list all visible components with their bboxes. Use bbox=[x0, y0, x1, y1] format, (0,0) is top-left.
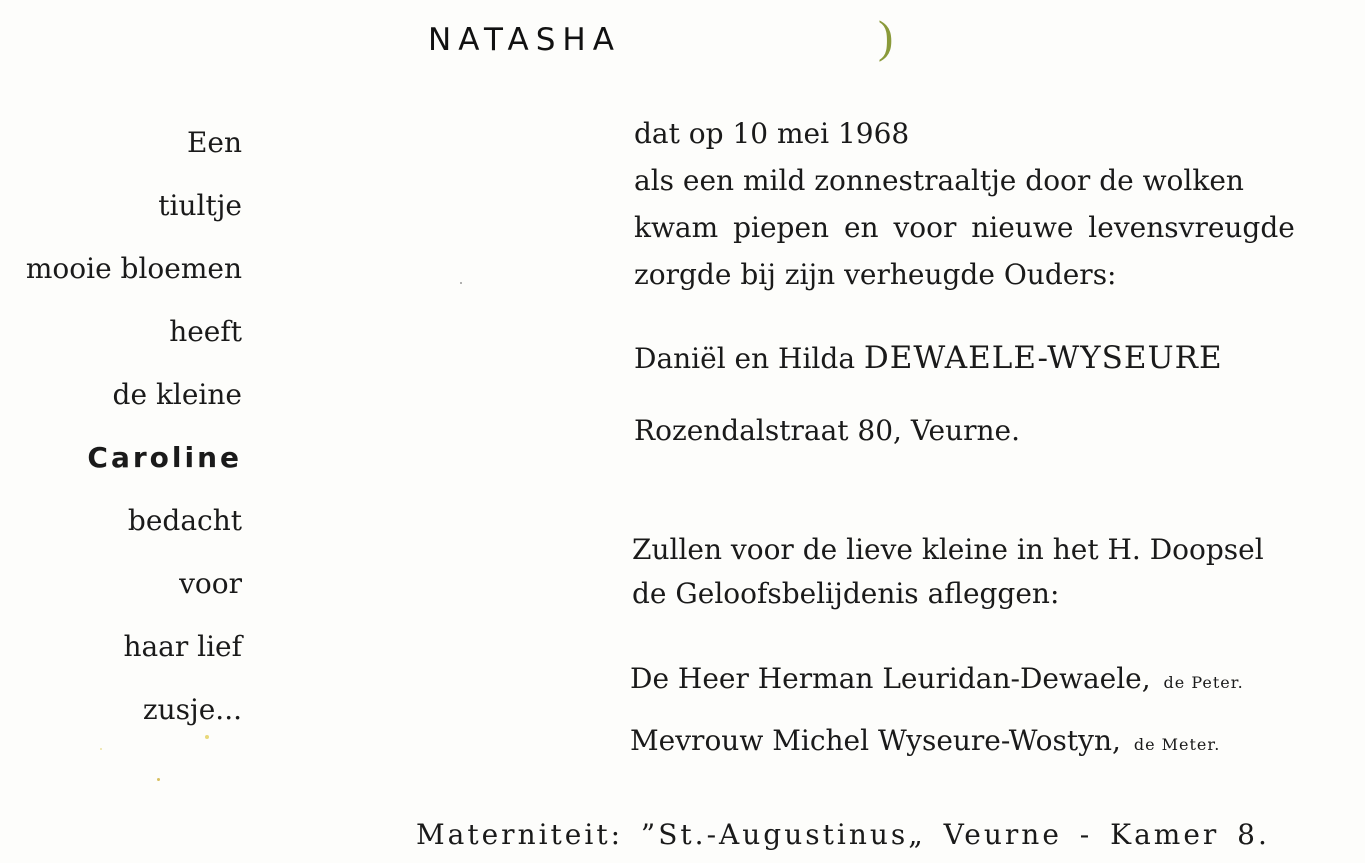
poem-line: voor bbox=[179, 567, 242, 600]
baptism-line: de Geloofsbelijdenis afleggen: bbox=[632, 577, 1060, 610]
poem-column bbox=[0, 126, 242, 756]
paper-speck bbox=[460, 282, 462, 284]
paper-speck bbox=[100, 748, 102, 750]
poem-line: tiultje bbox=[158, 189, 242, 222]
poem-line: haar lief bbox=[123, 630, 242, 663]
announcement-line: dat op 10 mei 1968 bbox=[634, 117, 910, 150]
poem-line: bedacht bbox=[127, 504, 242, 537]
decorative-mark: ) bbox=[878, 11, 894, 62]
poem-line: heeft bbox=[169, 315, 242, 348]
godfather-role: de Peter. bbox=[1163, 673, 1244, 692]
sibling-name: Caroline bbox=[87, 441, 242, 474]
parents-first-names: Daniël en Hilda bbox=[634, 342, 856, 375]
maternity-footer: Materniteit: ”St.-Augustinus„ Veurne - Kamer 8. bbox=[416, 818, 1270, 851]
announcement-line: zorgde bij zijn verheugde Ouders: bbox=[634, 258, 1117, 291]
godmother-role: de Meter. bbox=[1133, 735, 1221, 754]
announcement-text bbox=[634, 110, 1354, 298]
poem-line: de kleine bbox=[112, 378, 242, 411]
parents-surname: DEWAELE-WYSEURE bbox=[863, 340, 1223, 376]
godfather-line bbox=[630, 662, 1244, 695]
godmother-name: Mevrouw Michel Wyseure-Wostyn, bbox=[630, 724, 1121, 757]
parents-names bbox=[634, 340, 1223, 376]
godfather-name: De Heer Herman Leuridan-Dewaele, bbox=[630, 662, 1151, 695]
announcement-line: als een mild zonnestraaltje door de wolken bbox=[634, 164, 1244, 197]
poem-line: Een bbox=[186, 126, 242, 159]
godmother-line bbox=[630, 724, 1220, 757]
paper-speck bbox=[205, 735, 209, 739]
card-title: NATASHA bbox=[428, 22, 621, 58]
baptism-line: Zullen voor de lieve kleine in het H. Doopsel bbox=[632, 533, 1264, 566]
paper-speck bbox=[157, 778, 160, 781]
poem-line: mooie bloemen bbox=[25, 252, 242, 285]
announcement-line: kwam piepen en voor nieuwe levensvreugde bbox=[634, 211, 1295, 244]
poem-line: zusje... bbox=[142, 693, 242, 726]
parents-address: Rozendalstraat 80, Veurne. bbox=[634, 414, 1020, 447]
baptism-intro bbox=[632, 528, 1264, 616]
